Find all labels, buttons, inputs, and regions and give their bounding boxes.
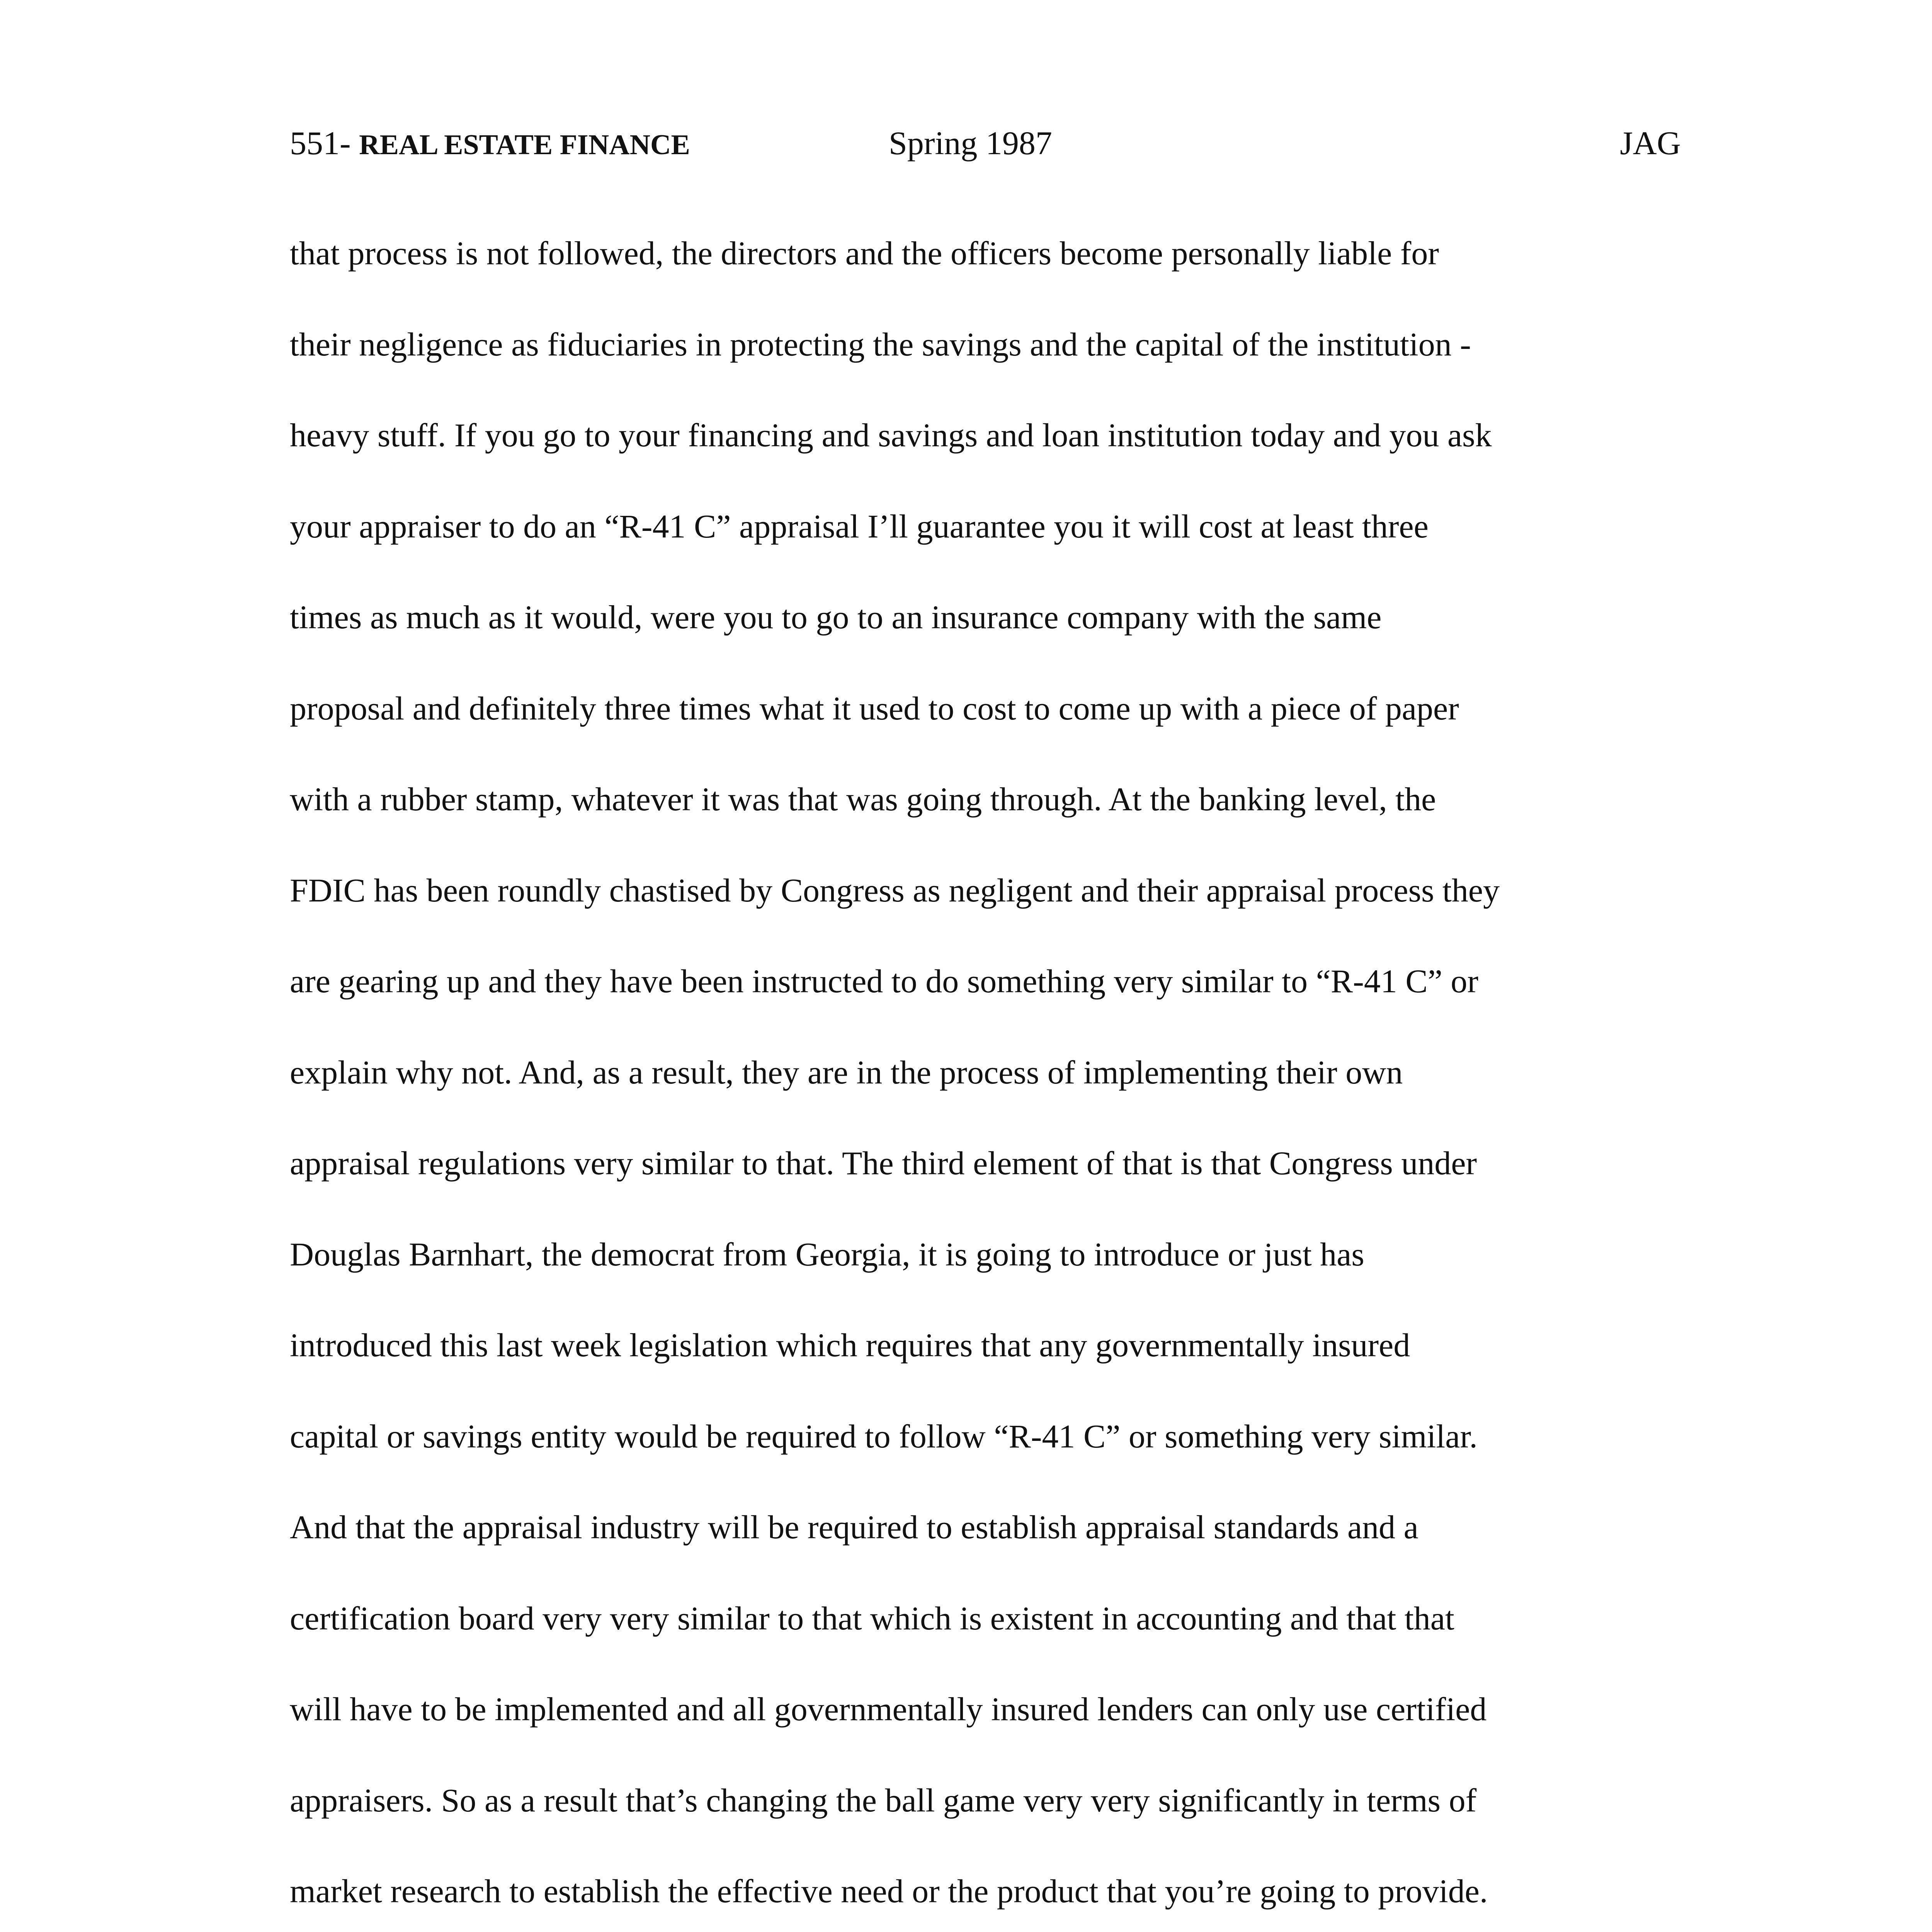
course-label	[290, 112, 690, 176]
course-title: REAL ESTATE FINANCE	[359, 129, 690, 161]
text-line: introduced this last week legislation which requires that any governmentally insured	[290, 1327, 1410, 1364]
author-initials: JAG	[1620, 124, 1681, 162]
text-line: your appraiser to do an “R-41 C” appraisal I’ll guarantee you it will cost at least three	[290, 507, 1429, 545]
text-line: And that the appraisal industry will be required to establish appraisal standards and a	[290, 1509, 1418, 1546]
text-line: that process is not followed, the directors and the officers become personally liable for	[290, 235, 1439, 272]
text-line: heavy stuff. If you go to your financing and savings and loan institution today and you ask	[290, 417, 1492, 454]
text-line: appraisers. So as a result that’s changing the ball game very very significantly in terms of	[290, 1781, 1477, 1819]
course-number: 551-	[290, 124, 351, 162]
text-line: their negligence as fiduciaries in protecting the savings and the capital of the institution -	[290, 325, 1471, 363]
body-text	[290, 224, 1681, 1932]
text-line: Douglas Barnhart, the democrat from Georgia, it is going to introduce or just has	[290, 1235, 1364, 1273]
text-line: appraisal regulations very similar to that. The third element of that is that Congress under	[290, 1145, 1477, 1182]
text-line: with a rubber stamp, whatever it was that was going through. At the banking level, the	[290, 781, 1436, 818]
text-line: FDIC has been roundly chastised by Congress as negligent and their appraisal process they	[290, 871, 1500, 909]
page-header	[290, 112, 1681, 174]
text-line: proposal and definitely three times what it used to cost to come up with a piece of paper	[290, 689, 1459, 727]
text-line: times as much as it would, were you to go to an insurance company with the same	[290, 599, 1382, 636]
text-line: are gearing up and they have been instructed to do something very similar to “R-41 C” or	[290, 963, 1479, 1000]
text-line: market research to establish the effective need or the product that you’re going to provide.	[290, 1872, 1488, 1910]
text-line: explain why not. And, as a result, they are in the process of implementing their own	[290, 1053, 1403, 1091]
text-line: will have to be implemented and all governmentally insured lenders can only use certified	[290, 1690, 1487, 1728]
text-line: capital or savings entity would be required to follow “R-41 C” or something very similar.	[290, 1417, 1478, 1455]
text-line: certification board very very similar to that which is existent in accounting and that that	[290, 1599, 1454, 1637]
term-label: Spring 1987	[889, 124, 1052, 162]
